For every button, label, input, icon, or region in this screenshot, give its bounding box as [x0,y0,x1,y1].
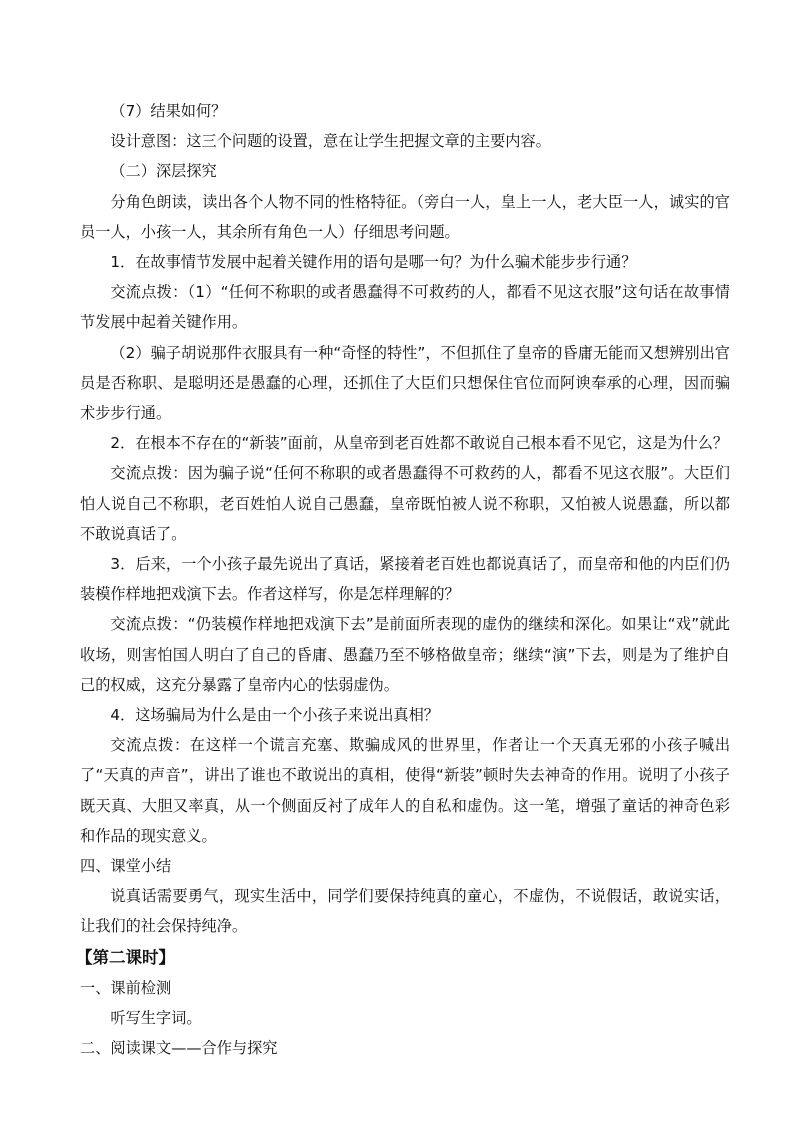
section-pre-class-check: 一、课前检测 [80,978,172,997]
section-deep-inquiry: （二）深层探究 [110,162,217,181]
question-7: （7）结果如何？ [110,102,227,120]
section-summary: 四、课堂小结 [80,857,172,876]
section-reading-cooperation: 二、阅读课文——合作与探究 [80,1039,278,1058]
answer-1-part-1: 交流点拨：（1）“任何不称职的或者愚蠢得不可救药的人，都看不见这衣服”这句话在故事情节发展中起着关键作用。 [80,283,730,332]
second-lesson-heading: 【第二课时】 [76,947,175,967]
dictation-task: 听写生字词。 [110,1008,202,1027]
question-2: 2．在根本不存在的“新装”面前，从皇帝到老百姓都不敢说自己根本看不见它，这是为什么？ [110,434,729,453]
question-3: 3．后来，一个小孩子最先说出了真话，紧接着老百姓也都说真话了，而皇帝和他的内臣们仍装模作样地把戏演下去。作者这样写，你是怎样理解的？ [80,555,730,604]
document-page [76,96,730,1063]
summary-paragraph: 说真话需要勇气，现实生活中，同学们要保持纯真的童心，不虚伪，不说假话，敢说实话，让我们的社会保持纯净。 [80,887,730,936]
answer-3: 交流点拨：“仍装模作样地把戏演下去”是前面所表现的虚伪的继续和深化。如果让“戏”就此收场，则害怕国人明白了自己的昏庸、愚蠢乃至不够格做皇帝；继续“演”下去，则是为了维护自己的权威，这充分暴露了皇帝内心的怯弱虚伪。 [80,615,730,694]
answer-1-part-2: （2）骗子胡说那件衣服具有一种“奇怪的特性”，不但抓住了皇帝的昏庸无能而又想辨别出官员是否称职、是聪明还是愚蠢的心理，还抓住了大臣们只想保住官位而阿谀奉承的心理，因而骗术步步行通。 [80,343,730,423]
question-1: 1．在故事情节发展中起着关键作用的语句是哪一句？为什么骗术能步步行通？ [110,253,637,272]
answer-4: 交流点拨：在这样一个谎言充塞、欺骗成风的世界里，作者让一个天真无邪的小孩子喊出了“天真的声音”，讲出了谁也不敢说出的真相，使得“新装”顿时失去神奇的作用。说明了小孩子既天真、大胆又率真，从一个侧面反衬了成年人的自私和虚伪。这一笔，增强了童话的神奇色彩和作品的现实意义。 [80,736,730,845]
design-intent: 设计意图：这三个问题的设置，意在让学生把握文章的主要内容。 [110,132,551,151]
question-4: 4．这场骗局为什么是由一个小孩子来说出真相？ [110,706,439,725]
role-reading-paragraph: 分角色朗读，读出各个人物不同的性格特征。（旁白一人，皇上一人，老大臣一人，诚实的官员一人，小孩一人，其余所有角色一人）仔细思考问题。 [80,192,730,241]
answer-2: 交流点拨：因为骗子说“任何不称职的或者愚蠢得不可救药的人，都看不见这衣服”。大臣们怕人说自己不称职，老百姓怕人说自己愚蠢，皇帝既怕被人说不称职，又怕被人说愚蠢，所以都不敢说真话了。 [80,464,730,543]
